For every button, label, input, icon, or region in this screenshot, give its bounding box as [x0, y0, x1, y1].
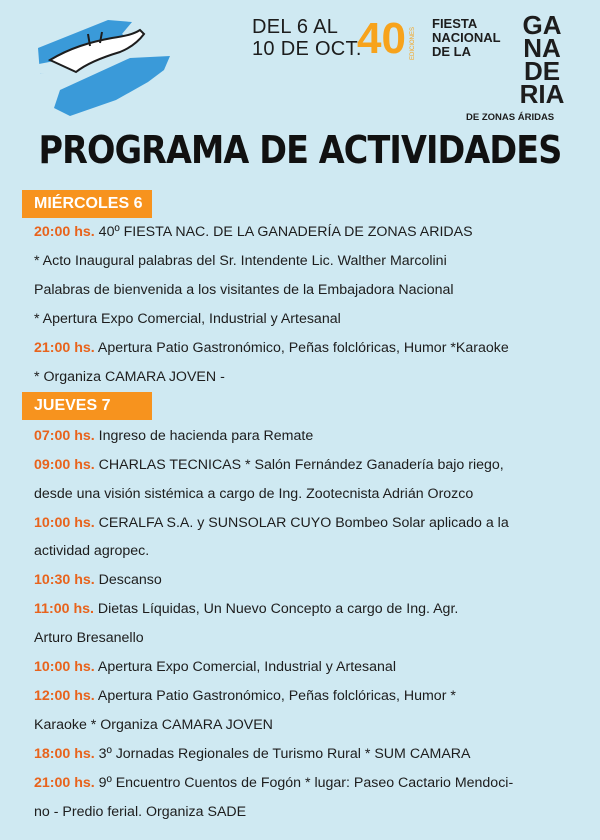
- gana-line-3: DE: [523, 56, 561, 86]
- activity-text: CHARLAS TECNICAS * Salón Fernández Ganadería bajo riego,: [94, 457, 504, 473]
- time-label: 11:00 hs.: [34, 601, 94, 617]
- schedule-line: [34, 658, 396, 676]
- fiesta-heading: [432, 17, 501, 59]
- dates-line-1: DEL 6 AL: [252, 16, 339, 38]
- schedule-line: [34, 745, 471, 763]
- schedule-line: [34, 427, 313, 445]
- activity-text: Ingreso de hacienda para Remate: [94, 428, 314, 444]
- activity-text: Karaoke * Organiza CAMARA JOVEN: [34, 717, 273, 733]
- time-label: 21:00 hs.: [34, 775, 95, 791]
- activity-text: actividad agropec.: [34, 543, 150, 559]
- fiesta-line-3: DE LA: [432, 44, 471, 59]
- time-label: 21:00 hs.: [34, 340, 95, 356]
- day-badge-jueves: JUEVES 7: [22, 392, 152, 420]
- activity-text: Apertura Patio Gastronómico, Peñas folclóricas, Humor *: [94, 688, 456, 704]
- activity-text: 9º Encuentro Cuentos de Fogón * lugar: Paseo Cactario Mendoci-: [94, 775, 514, 791]
- schedule-line: [34, 514, 509, 532]
- time-label: 07:00 hs.: [34, 428, 95, 444]
- schedule-line: [34, 310, 341, 328]
- schedule-line: [34, 687, 456, 705]
- page-title: PROGRAMA DE ACTIVIDADES: [38, 128, 562, 172]
- activity-text: Descanso: [94, 572, 162, 588]
- time-label: 10:30 hs.: [34, 572, 95, 588]
- gana-line-1: GA: [522, 10, 562, 40]
- activity-text: Palabras de bienvenida a los visitantes de la Embajadora Nacional: [34, 282, 454, 298]
- activity-text: CERALFA S.A. y SUNSOLAR CUYO Bombeo Solar aplicado a la: [94, 515, 509, 531]
- schedule-line: [34, 223, 473, 241]
- schedule-line: [34, 629, 144, 647]
- schedule-line: [34, 368, 225, 386]
- schedule-line: [34, 571, 162, 589]
- schedule-line: [34, 252, 447, 270]
- activity-text: 3º Jornadas Regionales de Turismo Rural * SUM CAMARA: [94, 746, 471, 762]
- time-label: 18:00 hs.: [34, 746, 95, 762]
- editions-number: 40: [357, 14, 406, 63]
- schedule-line: [34, 281, 454, 299]
- activity-text: * Organiza CAMARA JOVEN -: [34, 369, 225, 385]
- schedule-line: [34, 600, 458, 618]
- activity-text: Arturo Bresanello: [34, 630, 144, 646]
- gana-line-4: RIA: [519, 79, 565, 109]
- activity-text: * Acto Inaugural palabras del Sr. Intendente Lic. Walther Marcolini: [34, 253, 447, 269]
- activity-text: Apertura Expo Comercial, Industrial y Artesanal: [94, 659, 396, 675]
- activity-text: Apertura Patio Gastronómico, Peñas folclóricas, Humor *Karaoke: [94, 340, 509, 356]
- event-dates: [252, 16, 362, 60]
- schedule-line: [34, 485, 473, 503]
- activity-text: desde una visión sistémica a cargo de Ing. Zootecnista Adrián Orozco: [34, 486, 474, 502]
- editions-word: EDICIONES: [410, 26, 416, 60]
- schedule-line: [34, 716, 273, 734]
- activity-text: Dietas Líquidas, Un Nuevo Concepto a cargo de Ing. Agr.: [93, 601, 459, 617]
- fiesta-line-1: FIESTA: [432, 16, 478, 31]
- schedule-line: [34, 803, 246, 821]
- time-label: 10:00 hs.: [34, 659, 95, 675]
- fiesta-line-2: NACIONAL: [432, 30, 501, 45]
- gana-line-2: NA: [523, 33, 561, 63]
- schedule-line: [34, 542, 149, 560]
- cow-logo: [30, 12, 180, 122]
- schedule-line: [34, 774, 513, 792]
- time-label: 10:00 hs.: [34, 515, 95, 531]
- activity-text: no - Predio ferial. Organiza SADE: [34, 804, 247, 820]
- day-badge-miercoles: MIÉRCOLES 6: [22, 190, 152, 218]
- ganaderia-stacked: [512, 10, 572, 109]
- activity-text: 40º FIESTA NAC. DE LA GANADERÍA DE ZONAS ARIDAS: [94, 224, 473, 240]
- activity-text: * Apertura Expo Comercial, Industrial y Artesanal: [34, 311, 341, 327]
- time-label: 09:00 hs.: [34, 457, 95, 473]
- time-label: 12:00 hs.: [34, 688, 95, 704]
- dates-line-2: 10 DE OCT.: [252, 38, 362, 60]
- zonas-aridas: DE ZONAS ÁRIDAS: [466, 112, 555, 123]
- schedule-line: [34, 339, 509, 357]
- time-label: 20:00 hs.: [34, 224, 95, 240]
- schedule-line: [34, 456, 504, 474]
